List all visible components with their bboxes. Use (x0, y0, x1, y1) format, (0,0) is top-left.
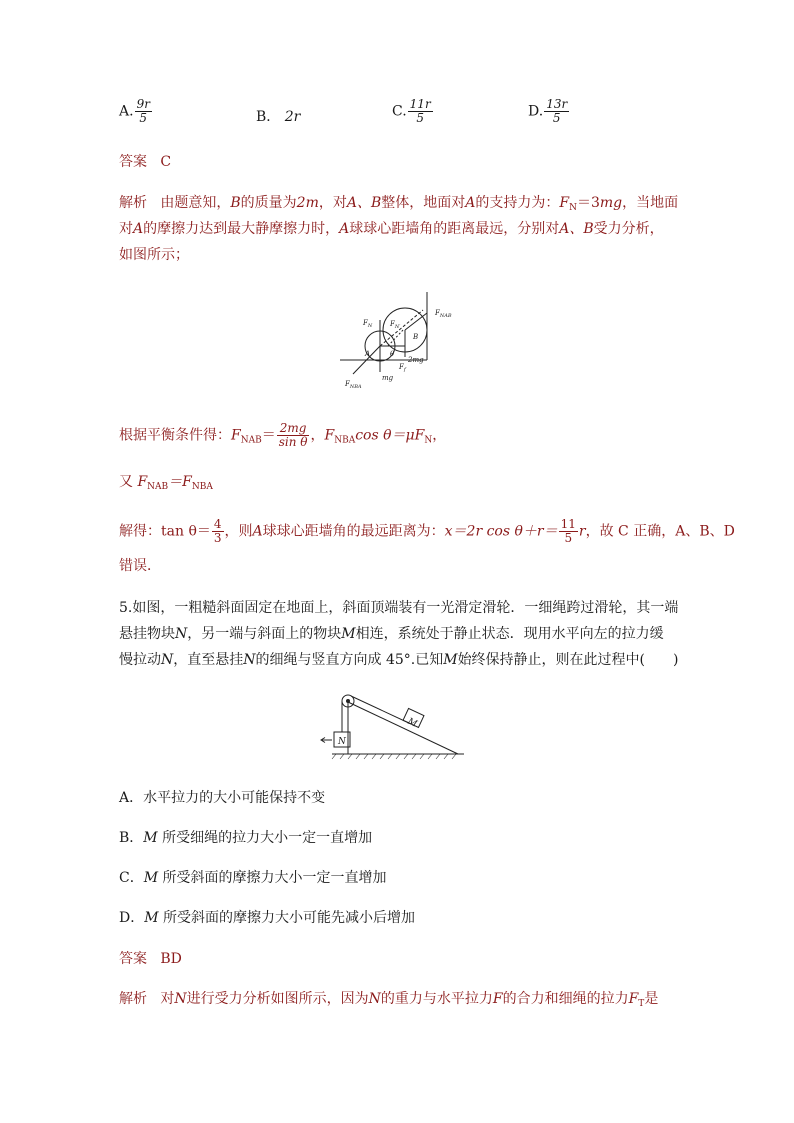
answer-1 (119, 152, 171, 172)
ground-hatch (332, 754, 456, 759)
text-span: M (143, 830, 158, 846)
text-span: C． (119, 870, 144, 886)
text-span: r (578, 523, 586, 540)
text-span: 整体，地面对 (381, 195, 466, 211)
text-span: NAB (240, 435, 262, 446)
text-span: 的细绳与竖直方向成 45°.已知 (255, 652, 444, 668)
text-span: A (339, 221, 350, 237)
answer-2 (119, 949, 182, 969)
text-span: 慢拉动 (119, 652, 161, 668)
pulley-axle (347, 700, 350, 703)
option-a-den: 5 (139, 111, 148, 125)
text-span: 5 (564, 531, 573, 545)
analysis-1-line-3 (119, 245, 189, 265)
text-span: NBA (191, 482, 213, 492)
text-span: 解析 (119, 991, 147, 1007)
option-c-num: 11r (409, 97, 431, 111)
q5-line-2 (119, 624, 664, 644)
text-span: M (144, 910, 159, 926)
text-span: M (341, 626, 356, 642)
fraction-4-3 (212, 518, 224, 545)
text-span: ＝ (261, 427, 276, 444)
text-span: 所受斜面的摩擦力大小一定一直增加 (158, 870, 387, 886)
text-span: 2mg (277, 422, 310, 436)
text-span: A (133, 221, 144, 237)
label-m: M (405, 716, 419, 730)
text-span: 对 (119, 221, 133, 237)
option-a-fraction (135, 98, 152, 125)
text-span: 的摩擦力达到最大静摩擦力时， (143, 221, 340, 237)
choice-c (119, 868, 387, 888)
option-a-label: A. (119, 103, 134, 120)
text-span: F (324, 427, 335, 444)
text-span: 进行受力分析如图所示，因为 (186, 991, 369, 1007)
text-span: F (492, 991, 503, 1007)
option-c (392, 98, 434, 125)
text-span: 对 (160, 991, 175, 1007)
text-span: 的支持力为： (475, 195, 560, 211)
text-span: N (424, 435, 433, 446)
analysis-1-label: 解析 (119, 195, 147, 211)
label-fnab: $F_{NAB}$ (435, 309, 452, 319)
text-span: D． (119, 910, 145, 926)
analysis-1-line-1 (119, 193, 678, 218)
text-span: 解得：tan θ＝ (119, 523, 211, 540)
option-b-value: 2r (284, 109, 301, 125)
text-span: B． (119, 830, 144, 846)
option-c-label: C. (392, 103, 407, 120)
text-span: 根据平衡条件得： (119, 427, 231, 444)
label-2mg: 2mg (408, 356, 424, 364)
balance-equation (119, 422, 446, 451)
text-span: F (231, 427, 241, 444)
text-span: 如图所示； (119, 247, 189, 263)
choice-d (119, 908, 415, 928)
label-fnba: $F_{NBA}$ (345, 380, 362, 390)
q5-line-1 (119, 598, 678, 618)
text-span: 是 (644, 991, 659, 1007)
text-span: 水平拉力的大小可能保持不变 (143, 790, 326, 806)
text-span: N (243, 652, 256, 668)
text-span: 所受细绳的拉力大小一定一直增加 (157, 830, 373, 846)
fraction-2mg-sin (277, 422, 310, 449)
text-span: F (137, 474, 148, 490)
text-span: N (175, 626, 188, 642)
text-span: F (628, 991, 639, 1007)
text-span: ， (310, 427, 325, 444)
text-span: mg (599, 195, 623, 211)
analysis-2-line-1 (119, 989, 658, 1014)
text-span: N (368, 991, 381, 1007)
text-span: F (559, 195, 570, 211)
text-span: 受力分析， (593, 221, 664, 237)
option-b-label: B． (256, 109, 281, 125)
option-d-label: D. (528, 103, 544, 120)
text-span: x＝2r cos θ＋r＝ (444, 523, 558, 540)
option-d-num: 13r (546, 97, 568, 111)
text-span: ＝F (168, 474, 192, 490)
label-a: A (365, 350, 371, 358)
text-span: B (230, 195, 241, 211)
option-c-den: 5 (416, 111, 424, 125)
text-span: M (443, 652, 458, 668)
analysis-1-line-2 (119, 219, 664, 239)
text-span: NAB (147, 482, 169, 492)
text-span: sin θ (278, 435, 308, 449)
label-theta: θ (390, 350, 395, 358)
incline-slope (348, 702, 458, 754)
text-span: NBA (334, 435, 356, 446)
answer-1-value: C (160, 154, 172, 170)
text-span: 由题意知， (160, 195, 231, 211)
text-span: 的质量为 (240, 195, 297, 211)
text-span: 相连，系统处于静止状态．现用水平向左的拉力缓 (355, 626, 664, 642)
text-span: ， (432, 427, 447, 444)
text-span: N (569, 203, 577, 213)
text-span: 球球心距墙角的距离最远，分别对 (349, 221, 560, 237)
incline-pulley-diagram (318, 688, 468, 764)
label-fn: $F_N$ (363, 319, 373, 329)
text-span: N (174, 991, 187, 1007)
fraction-11-5 (559, 518, 578, 545)
option-b (256, 106, 300, 126)
text-span: BD (160, 951, 182, 967)
choice-a (119, 788, 325, 808)
text-span: A、B (559, 221, 594, 237)
option-d-den: 5 (552, 111, 561, 125)
text-span: ，故 C 正确，A、B、D (585, 523, 735, 540)
text-span: T (638, 999, 645, 1009)
text-span: 球球心距墙角的最远距离为： (262, 523, 445, 540)
option-c-fraction (408, 98, 433, 125)
text-span: cos θ＝μF (355, 427, 425, 444)
text-span: N (161, 652, 174, 668)
label-ff: $F_f$ (399, 363, 406, 373)
label-mg: mg (382, 374, 394, 382)
text-span: ＝3 (576, 195, 600, 211)
label-fnp: $F_{N'}$ (390, 320, 401, 330)
label-n: N (338, 737, 346, 747)
text-span: 答案 (119, 951, 147, 967)
text-span: 始终保持静止，则在此过程中( ) (457, 652, 679, 668)
text-span: 又 (119, 474, 133, 490)
text-span: 3 (213, 531, 222, 545)
text-span: 悬挂物块 (119, 626, 175, 642)
q5-line-3 (119, 650, 679, 670)
rope-to-m (351, 696, 411, 724)
option-a-num: 9r (136, 97, 150, 111)
answer-1-label: 答案 (119, 154, 147, 170)
text-span: ，当地面 (622, 195, 679, 211)
text-span: 2m (296, 195, 319, 211)
text-span: 的合力和细绳的拉力 (502, 991, 629, 1007)
text-span: ，另一端与斜面上的物块 (187, 626, 342, 642)
text-span: ，直至悬挂 (173, 652, 244, 668)
text-span: 所受斜面的摩擦力大小可能先减小后增加 (158, 910, 416, 926)
text-span: ，对 (318, 195, 347, 211)
label-b: B (413, 333, 419, 341)
text-span: ，则 (224, 523, 253, 540)
option-d-fraction (544, 98, 569, 125)
text-span: A、B (346, 195, 382, 211)
text-span: A (252, 523, 263, 540)
text-span: 4 (213, 517, 222, 531)
text-span: A． (119, 790, 144, 806)
option-d (528, 98, 570, 125)
option-a (119, 98, 153, 125)
choice-b (119, 828, 372, 848)
also-equation (119, 472, 213, 497)
text-span: A (465, 195, 476, 211)
force-diagram-ab (335, 282, 465, 392)
text-span: 11 (560, 517, 576, 531)
solve-line-1 (119, 518, 735, 545)
text-span: 错误． (119, 558, 161, 574)
text-span: M (143, 870, 159, 886)
text-span: 5.如图，一粗糙斜面固定在地面上，斜面顶端装有一光滑定滑轮．一细绳跨过滑轮，其一端 (119, 600, 679, 616)
solve-line-2 (119, 556, 161, 576)
text-span: 的重力与水平拉力 (380, 991, 493, 1007)
